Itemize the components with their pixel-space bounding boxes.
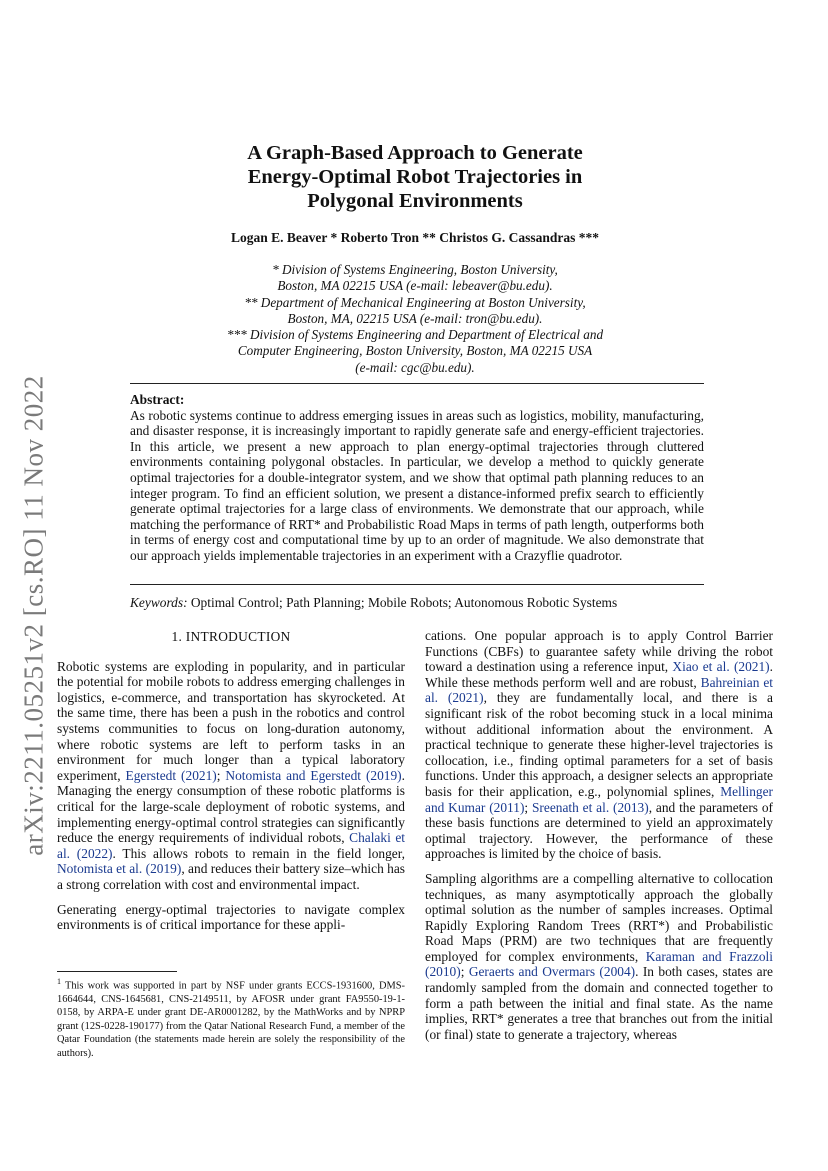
affiliation-line: * Division of Systems Engineering, Boston University,: [272, 262, 558, 277]
paragraph-text: , and reduces their battery size–which has a strong correlation with cost and environmental impact.: [57, 861, 405, 892]
citation-link[interactable]: Egerstedt (2021): [125, 767, 217, 783]
affiliations: [160, 262, 670, 376]
citation-link[interactable]: Notomista and Egerstedt (2019): [225, 767, 402, 783]
paragraph-text: ;: [460, 964, 469, 980]
paragraph-text: Sampling algorithms are a compelling alternative to collocation techniques, as many asymptotically approach the globally optimal solution as the number of samples increases. Optimal Rapidly Exploring Random Trees (RRT*) and Probabilistic Road Maps (PRM) are two techniques that are frequently employed for complex environments,: [425, 870, 773, 964]
affiliation-line: *** Division of Systems Engineering and Department of Electrical and: [226, 327, 604, 343]
right-column: [425, 628, 773, 1051]
abstract-text: As robotic systems continue to address emerging issues in areas such as logistics, mobility, manufacturing, and disaster response, it is increasingly important to rapidly generate safe and energy-efficient trajectories. In this article, we present a new approach to plan energy-optimal trajectories through cluttered environments containing polygonal obstacles. In particular, we develop a method to quickly generate optimal trajectories for a double-integrator system, and we show that optimal path planning reduces to an integer program. To find an efficient solution, we present a distance-informed prefix search to efficiently generate optimal trajectories for a large class of environments. We demonstrate that our approach, while matching the performance of RRT* and Probabilistic Road Maps in terms of path length, outperforms both in terms of energy cost and computational time by up to an order of magnitude. We also demonstrate that our approach yields implementable trajectories in an experiment with a Crazyflie quadrotor.: [130, 407, 704, 563]
paragraph-text: . This allows robots to remain in the field longer,: [112, 845, 405, 861]
paragraph-text: Robotic systems are exploding in popularity, and in particular the potential for mobile robots to address emerging challenges in logistics, e-commerce, and transportation has skyrocketed. At the same time, there has been a push in the robotics and control systems communities to focus on long-duration autonomy, where robotic systems are left to perform tasks in an environment for much longer than a typical laboratory experiment,: [57, 658, 405, 783]
affiliation-line: Boston, MA 02215 USA (e-mail: lebeaver@bu.edu).: [277, 278, 553, 294]
footnote-text: This work was supported in part by NSF under grants ECCS-1931600, DMS-1664644, CNS-1645681, CNS-2149511, by AFOSR under grant FA9550-19-1-0158, by ARPA-E under grant DE-AR0001282, by the MathWorks and by NPRP grant (12S-0228-190177) from the Qatar National Research Fund, a member of the Qatar Foundation (the statements made herein are solely the responsibility of the authors).: [57, 980, 405, 1059]
abstract-top-rule: [130, 383, 704, 384]
keywords: [130, 595, 704, 611]
affiliation-line: (e-mail: cgc@bu.edu).: [355, 359, 475, 375]
author-list: Logan E. Beaver * Roberto Tron ** Christos G. Cassandras ***: [230, 230, 600, 245]
paragraph-text: . Managing the energy consumption of these robotic platforms is critical for the large-scale deployment of robotic systems, and implementing energy-optimal control strategies can significantly reduce the energy requirements of individual robots,: [57, 767, 405, 846]
abstract-bottom-rule: [130, 584, 704, 585]
paragraph: [425, 871, 773, 1043]
citation-link[interactable]: Karaman and Frazzoli (2010): [425, 948, 773, 980]
paper-title: [150, 141, 680, 213]
arxiv-sidebar: [10, 355, 58, 875]
paragraph-text: . In both cases, states are randomly sampled from the domain and connected together to form a path between the initial and final state. As the name implies, RRT* generates a tree that branches out from the initial (or final) state to generate a trajectory, whereas: [425, 964, 773, 1042]
paragraph-text: ;: [216, 767, 226, 783]
citation-link[interactable]: Bahreinian et al. (2021): [425, 674, 774, 706]
paragraph: [57, 659, 405, 893]
arxiv-identifier: arXiv:2211.05251v2 [cs.RO] 11 Nov 2022: [18, 374, 49, 856]
title-line: Polygonal Environments: [307, 190, 523, 212]
footnote: [57, 975, 405, 1060]
left-column-body: [57, 659, 405, 933]
keywords-label: Keywords:: [130, 595, 188, 610]
paragraph-text: , and the parameters of these basis functions are determined to yield an approximately optimal trajectory. However, the performance of these approaches is limited by the choice of basis.: [425, 799, 774, 862]
citation-link[interactable]: Notomista et al. (2019): [57, 861, 182, 877]
paragraph-text: Generating energy-optimal trajectories to navigate complex environments is of critical importance for these appli-: [57, 901, 405, 933]
left-column: [57, 628, 405, 942]
abstract-heading: Abstract:: [130, 392, 185, 407]
abstract: [130, 392, 704, 564]
title-line: Energy-Optimal Robot Trajectories in: [247, 166, 583, 188]
citation-link[interactable]: Xiao et al. (2021): [672, 659, 770, 675]
citation-link[interactable]: Chalaki et al. (2022): [57, 830, 405, 861]
paragraph-text: . While these methods perform well and are robust,: [425, 659, 773, 690]
citation-link[interactable]: Mellinger and Kumar (2011): [425, 783, 773, 815]
citation-link[interactable]: Sreenath et al. (2013): [531, 799, 649, 815]
title-line: A Graph-Based Approach to Generate: [247, 142, 583, 164]
paragraph: [57, 902, 405, 933]
citation-link[interactable]: Geraerts and Overmars (2004): [468, 964, 636, 980]
affiliation-line: Computer Engineering, Boston University, Boston, MA 02215 USA: [237, 343, 593, 359]
affiliation-line: Boston, MA, 02215 USA (e-mail: tron@bu.edu).: [287, 310, 543, 326]
footnote-mark: 1: [57, 977, 61, 986]
paragraph-text: cations. One popular approach is to apply Control Barrier Functions (CBFs) to guarantee safety while driving the robot toward a destination using a reference input,: [425, 628, 773, 675]
footnote-rule: [57, 971, 177, 972]
paragraph-text: , they are fundamentally local, and there is a significant risk of the robot becoming stuck in a local minima without additional information about the environment. A practical technique to generate these higher-level trajectories is collocation, i.e., finding optimal parameters for a set of basis functions. Under this approach, a designer selects an appropriate basis for their application, e.g., polynomial splines,: [425, 690, 774, 799]
affiliation-line: ** Department of Mechanical Engineering at Boston University,: [244, 294, 586, 310]
section-heading-introduction: 1. INTRODUCTION: [171, 629, 291, 644]
paragraph-text: ;: [524, 799, 532, 815]
keywords-text: Optimal Control; Path Planning; Mobile Robots; Autonomous Robotic Systems: [190, 595, 618, 610]
paragraph: [425, 628, 773, 862]
right-column-body: [425, 628, 773, 1042]
